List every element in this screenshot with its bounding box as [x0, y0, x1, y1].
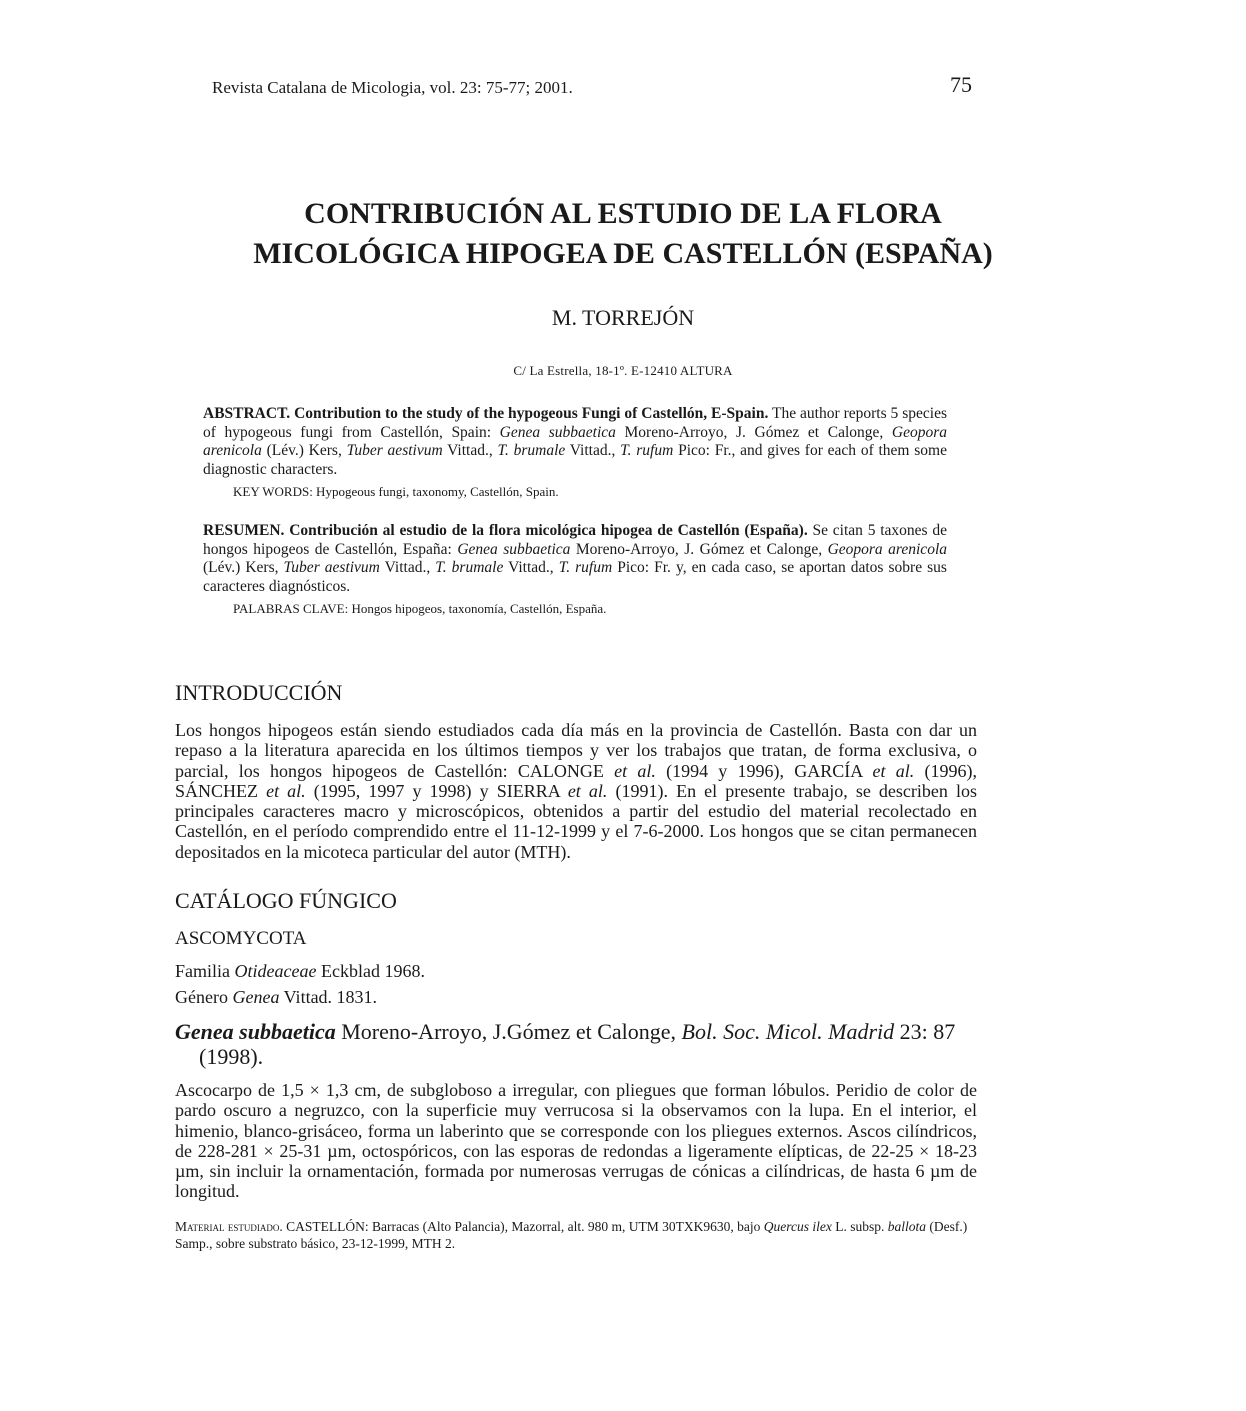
species-name: Geopora arenicola — [827, 540, 947, 558]
species-authors: Moreno-Arroyo, J.Gómez et Calonge, — [335, 1019, 682, 1044]
species-name: T. rufum — [558, 559, 613, 576]
material-studied — [175, 1218, 977, 1252]
genus-line — [175, 986, 377, 1008]
resumen-text: Vittad., — [503, 559, 559, 576]
et-al: et al. — [614, 760, 656, 781]
title-line-1: CONTRIBUCIÓN AL ESTUDIO DE LA FLORA — [304, 197, 942, 230]
et-al: et al. — [266, 780, 306, 801]
introduction-text — [175, 720, 977, 862]
species-name: Genea subbaetica — [457, 540, 571, 558]
division-heading: ASCOMYCOTA — [175, 928, 307, 949]
introduction-heading: INTRODUCCIÓN — [175, 680, 343, 705]
abstract-label: ABSTRACT. — [203, 405, 291, 422]
intro-text: Los hongos hipogeos están siendo estudiados cada día más en la provincia de Castellón. Basta con dar un repaso a la literatura aparecida en los últimos tiempos y ver los trabajos que tratan, de forma exclusiva, o parcial, los hongos hipogeos de Castellón: CALONGE — [175, 720, 977, 781]
species-name: T. brumale — [497, 442, 566, 459]
intro-text: (1996), SÁNCHEZ — [175, 760, 977, 801]
abstract — [203, 405, 947, 502]
resumen-heading: Contribución al estudio de la flora micológica hipogea de Castellón (España). — [289, 522, 808, 539]
resumen-text: Moreno-Arroyo, J. Gómez et Calonge, — [570, 540, 828, 558]
family-name: Otideaceae — [234, 961, 317, 981]
species-name: ballota — [887, 1219, 927, 1234]
material-text: (Desf.) Samp., sobre substrato básico, 23-12-1999, MTH 2. — [175, 1219, 968, 1251]
species-description: Ascocarpo de 1,5 × 1,3 cm, de subgloboso a irregular, con pliegues que forman lóbulos. Peridio de color de pardo oscuro a negruzco, con la superficie muy verrucosa si la observamos con la lupa. En el interior, el himenio, blanco-grisáceo, forma un laberinto que se corresponde con los pliegues externos. Ascos cilíndricos, de 228-281 × 25-31 µm, octospóricos, con las esporas de redondas a ligeramente elípticas, de 22-25 × 18-23 µm, sin incluir la ornamentación, formada por numerosas verrugas de cónicas a cilíndricas, de hasta 6 µm de longitud. — [175, 1080, 977, 1202]
species-name: Geopora arenicola — [203, 423, 947, 459]
species-name: Quercus ilex — [763, 1219, 832, 1234]
page-number: 75 — [950, 72, 972, 97]
resumen-text: (Lév.) Kers, — [203, 559, 284, 576]
family-label: Familia — [175, 961, 235, 981]
species-name: T. rufum — [620, 442, 674, 459]
intro-text: (1995, 1997 y 1998) y SIERRA — [305, 780, 568, 801]
species-name: Genea subbaetica — [175, 1019, 336, 1044]
species-year: (1998). — [199, 1044, 264, 1069]
material-label: Material estudiado. — [175, 1219, 283, 1234]
abstract-text: Moreno-Arroyo, J. Gómez et Calonge, — [615, 423, 892, 441]
title-line-2: MICOLÓGICA HIPOGEA DE CASTELLÓN (ESPAÑA) — [253, 237, 993, 270]
intro-text: (1991). En el presente trabajo, se describen los principales caracteres macro y microscópicos, obtenidos a partir del estudio del material recolectado en Castellón, en el período comprendido entre el 11-12-1999 y el 7-6-2000. Los hongos que se citan permanecen depositados en la micoteca particular del autor (MTH). — [175, 780, 977, 862]
et-al: et al. — [872, 760, 915, 781]
abstract-text: The author reports 5 species of hypogeous fungi from Castellón, Spain: — [203, 405, 947, 441]
material-text: L. subsp. — [831, 1219, 888, 1234]
catalog-heading: CATÁLOGO FÚNGICO — [175, 888, 397, 913]
abstract-keywords: KEY WORDS: Hypogeous fungi, taxonomy, Castellón, Spain. — [233, 484, 559, 499]
resumen-text: Se citan 5 taxones de hongos hipogeos de Castellón, España: — [203, 522, 947, 558]
species-journal: Bol. Soc. Micol. Madrid — [681, 1019, 895, 1044]
species-name: Tuber aestivum — [283, 559, 380, 576]
running-header — [212, 72, 972, 98]
abstract-heading: Contribution to the study of the hypogeous Fungi of Castellón, E-Spain. — [294, 405, 769, 422]
species-heading — [175, 1019, 977, 1069]
resumen-label: RESUMEN. — [203, 522, 285, 539]
abstract-text: (Lév.) Kers, — [261, 442, 347, 459]
species-name: Genea subbaetica — [499, 423, 616, 441]
material-text: CASTELLÓN: Barracas (Alto Palancia), Mazorral, alt. 980 m, UTM 30TXK9630, bajo — [282, 1219, 764, 1234]
journal-citation: Revista Catalana de Micologia, vol. 23: 75-77; 2001. — [212, 78, 573, 97]
family-author: Eckblad 1968. — [316, 961, 425, 981]
family-line — [175, 960, 425, 982]
species-name: T. brumale — [435, 559, 504, 576]
resumen — [203, 522, 947, 619]
abstract-text: Vittad., — [442, 442, 498, 459]
abstract-text: Vittad., — [565, 442, 621, 459]
species-volume: 23: 87 — [894, 1019, 956, 1044]
species-name: Tuber aestivum — [346, 442, 443, 459]
genus-label: Género — [175, 987, 233, 1007]
et-al: et al. — [567, 780, 608, 801]
author-address: C/ La Estrella, 18-1º. E-12410 ALTURA — [513, 363, 733, 378]
intro-text: (1994 y 1996), GARCÍA — [655, 760, 873, 781]
genus-author: Vittad. 1831. — [279, 987, 378, 1007]
abstract-text: Pico: Fr., and gives for each of them some diagnostic characters. — [203, 442, 947, 478]
resumen-text: Vittad., — [379, 559, 436, 576]
author: M. TORREJÓN — [551, 305, 695, 330]
resumen-text: Pico: Fr. y, en cada caso, se aportan datos sobre sus caracteres diagnósticos. — [203, 559, 947, 595]
paper-title — [150, 194, 1096, 274]
genus-name: Genea — [232, 987, 280, 1007]
resumen-keywords: PALABRAS CLAVE: Hongos hipogeos, taxonomía, Castellón, España. — [233, 601, 607, 616]
